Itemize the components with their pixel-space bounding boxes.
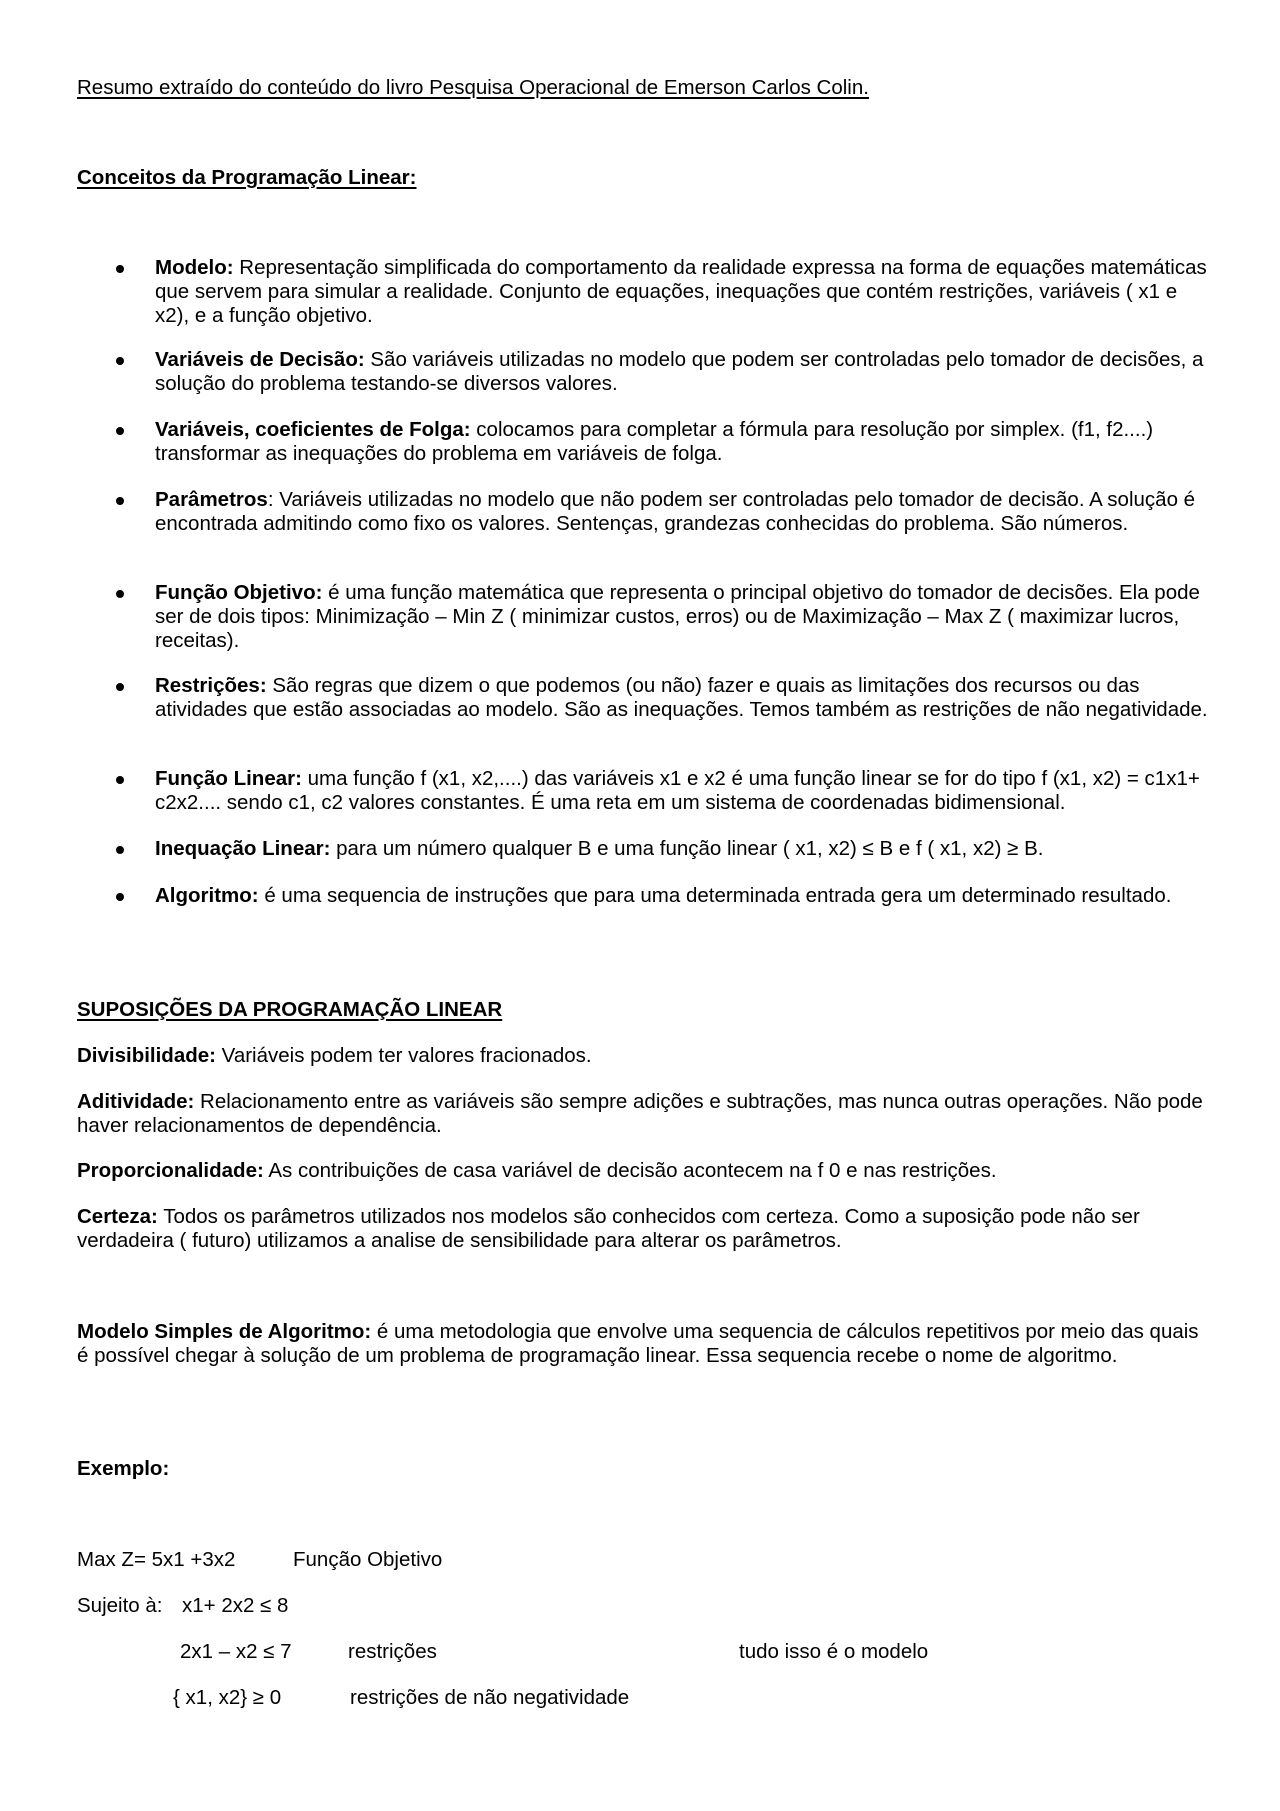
term: Função Linear: xyxy=(155,767,302,790)
term: Modelo Simples de Algoritmo: xyxy=(77,1320,372,1343)
bullet-icon xyxy=(116,683,124,691)
definition: : Variáveis utilizadas no modelo que não podem ser controladas pelo tomador de decisão. A solução é encontrada admitindo como fixo os valores. Sentenças, grandezas conhecidas do problema. São números. xyxy=(155,488,1196,535)
term: Inequação Linear: xyxy=(155,837,331,860)
bullet-icon xyxy=(116,497,124,505)
assumption-paragraph xyxy=(77,1090,1212,1138)
objective-function: Max Z= 5x1 +3x2 xyxy=(77,1548,236,1571)
assumption-paragraph xyxy=(77,1159,1212,1183)
bullet-icon xyxy=(116,265,124,273)
term: Variáveis, coeficientes de Folga: xyxy=(155,418,471,441)
definition: Relacionamento entre as variáveis são sempre adições e subtrações, mas nunca outras operações. Não pode haver relacionamentos de dependência. xyxy=(77,1090,1203,1137)
bullet-icon xyxy=(116,427,124,435)
definition: é uma metodologia que envolve uma sequencia de cálculos repetitivos por meio das quais é possível chegar à solução de um problema de programação linear. Essa sequencia recebe o nome de algoritmo. xyxy=(77,1320,1199,1367)
term: Parâmetros xyxy=(155,488,268,511)
algorithm-paragraph xyxy=(77,1320,1212,1368)
definition: para um número qualquer B e uma função linear ( x1, x2) ≤ B e f ( x1, x2) ≥ B. xyxy=(330,837,1044,860)
definition: uma função f (x1, x2,....) das variáveis x1 e x2 é uma função linear se for do tipo f (x1, x2) = c1x1+ c2x2.... sendo c1, c2 valores constantes. É uma reta em um sistema de coordenadas bidimensional. xyxy=(155,767,1200,814)
nonnegativity-constraint: { x1, x2} ≥ 0 xyxy=(173,1686,282,1709)
assumption-paragraph xyxy=(77,1044,1212,1068)
constraints-label: restrições xyxy=(348,1640,437,1663)
definition: Representação simplificada do comportamento da realidade expressa na forma de equações matemáticas que servem para simular a realidade. Conjunto de equações, inequações que contém restrições, variáveis ( x1 e x2), e a função objetivo. xyxy=(155,256,1207,327)
model-label: tudo isso é o modelo xyxy=(739,1640,929,1663)
definition: é uma sequencia de instruções que para uma determinada entrada gera um determinado resultado. xyxy=(258,884,1172,907)
bullet-icon xyxy=(116,776,124,784)
constraint-2: 2x1 – x2 ≤ 7 xyxy=(180,1640,292,1663)
definition: Todos os parâmetros utilizados nos modelos são conhecidos com certeza. Como a suposição pode não ser verdadeira ( futuro) utilizamos a analise de sensibilidade para alterar os parâmetros. xyxy=(77,1205,1140,1252)
section-heading-assumptions: SUPOSIÇÕES DA PROGRAMAÇÃO LINEAR xyxy=(77,998,503,1021)
term: Certeza: xyxy=(77,1205,158,1228)
constraint-1: x1+ 2x2 ≤ 8 xyxy=(182,1594,289,1617)
term: Proporcionalidade: xyxy=(77,1159,264,1182)
source-note: Resumo extraído do conteúdo do livro Pesquisa Operacional de Emerson Carlos Colin. xyxy=(77,76,869,99)
definition: colocamos para completar a fórmula para resolução por simplex. (f1, f2....) transformar as inequações do problema em variáveis de folga. xyxy=(155,418,1154,465)
objective-label: Função Objetivo xyxy=(293,1548,443,1571)
nonnegativity-label: restrições de não negatividade xyxy=(350,1686,630,1709)
definition: Variáveis podem ter valores fracionados. xyxy=(215,1044,592,1067)
bullet-icon xyxy=(116,590,124,598)
term: Variáveis de Decisão: xyxy=(155,348,365,371)
subject-to-label: Sujeito à: xyxy=(77,1594,163,1617)
bullet-icon xyxy=(116,846,124,854)
example-heading: Exemplo: xyxy=(77,1457,170,1480)
term: Restrições: xyxy=(155,674,267,697)
definition: é uma função matemática que representa o principal objetivo do tomador de decisões. Ela pode ser de dois tipos: Minimização – Min Z ( minimizar custos, erros) ou de Maximização – Max Z ( maximizar lucros, receitas). xyxy=(155,581,1200,652)
section-heading-concepts: Conceitos da Programação Linear: xyxy=(77,166,417,189)
term: Função Objetivo: xyxy=(155,581,323,604)
assumption-paragraph xyxy=(77,1205,1212,1253)
definition: São variáveis utilizadas no modelo que podem ser controladas pelo tomador de decisões, a solução do problema testando-se diversos valores. xyxy=(155,348,1204,395)
term: Divisibilidade: xyxy=(77,1044,216,1067)
bullet-icon xyxy=(116,357,124,365)
definition: São regras que dizem o que podemos (ou não) fazer e quais as limitações dos recursos ou das atividades que estão associadas ao modelo. São as inequações. Temos também as restrições de não negatividade. xyxy=(155,674,1208,721)
definition: As contribuições de casa variável de decisão acontecem na f 0 e nas restrições. xyxy=(263,1159,997,1182)
bullet-icon xyxy=(116,893,124,901)
term: Algoritmo: xyxy=(155,884,259,907)
term: Aditividade: xyxy=(77,1090,195,1113)
term: Modelo: xyxy=(155,256,234,279)
